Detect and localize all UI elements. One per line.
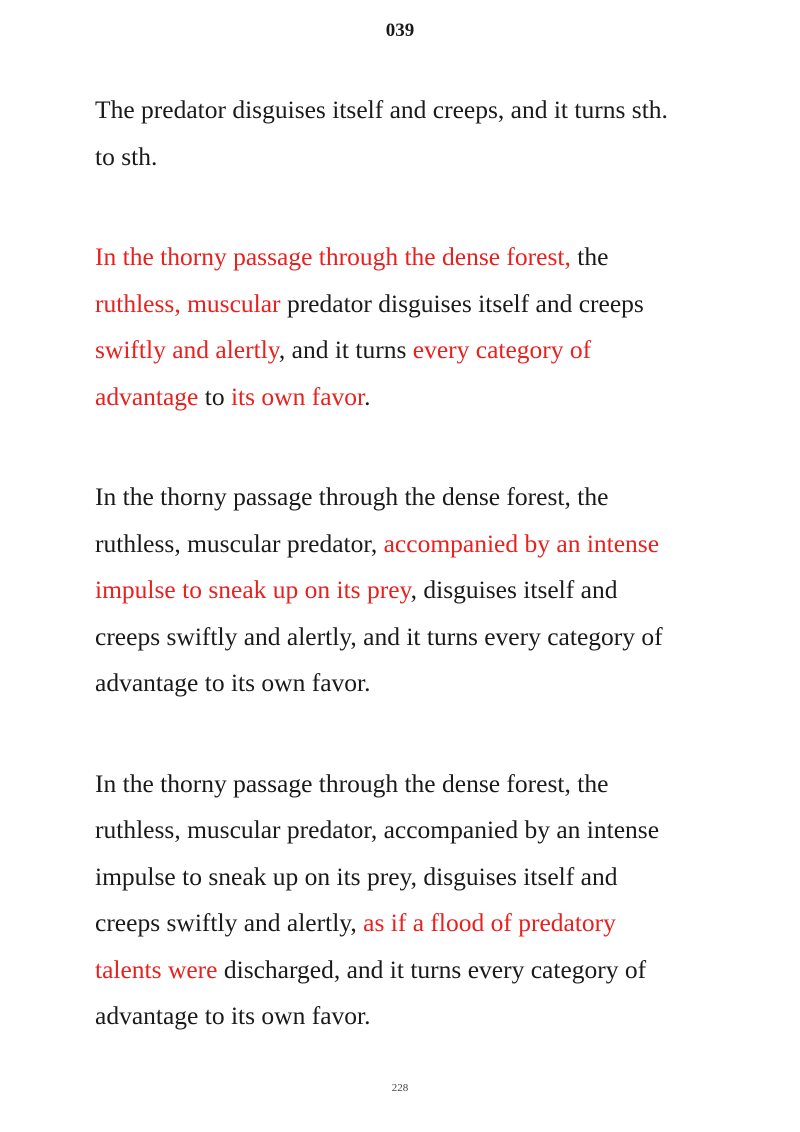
body-text: the <box>570 242 609 271</box>
body-text: , disguises itself and <box>410 575 618 604</box>
body-text: creeps swiftly and alertly, <box>95 908 364 937</box>
body-text: In the thorny passage through the dense forest, the <box>95 482 609 511</box>
highlighted-text: advantage <box>95 381 199 411</box>
text-line <box>95 660 705 707</box>
body-text: discharged, and it turns every category of <box>217 954 647 984</box>
body-text: advantage to its own favor. <box>95 668 371 697</box>
text-line <box>95 614 705 661</box>
text-line <box>95 807 705 854</box>
body-text: creeps swiftly and alertly, and it turns every category of <box>95 621 663 651</box>
highlighted-text: its own favor <box>230 381 365 411</box>
text-line <box>95 993 705 1040</box>
text-line <box>95 474 705 521</box>
paragraph <box>95 474 705 707</box>
highlighted-text: In the thorny passage through the dense forest, <box>95 242 571 271</box>
text-line <box>95 521 705 568</box>
text-line <box>95 854 705 901</box>
body-text: , and it turns <box>278 335 413 364</box>
highlighted-text: accompanied by an intense <box>383 528 660 558</box>
text-line <box>95 327 705 374</box>
page-header-number: 039 <box>385 20 415 41</box>
body-text: ruthless, muscular predator, <box>95 528 384 558</box>
highlighted-text: as if a flood of predatory <box>363 908 616 937</box>
body-text: to <box>198 381 231 411</box>
paragraph <box>95 87 705 180</box>
text-line <box>95 761 705 808</box>
highlighted-text: swiftly and alertly <box>95 335 279 364</box>
body-text: to sth. <box>95 141 158 171</box>
document-body <box>95 87 705 1094</box>
text-line <box>95 567 705 614</box>
highlighted-text: ruthless, muscular <box>95 288 281 318</box>
body-text: ruthless, muscular predator, accompanied by an intense <box>95 815 660 844</box>
text-line <box>95 234 705 281</box>
paragraph <box>95 761 705 1040</box>
highlighted-text: impulse to sneak up on its prey <box>95 575 411 604</box>
text-line <box>95 947 705 994</box>
body-text: The predator disguises itself and creeps, and it turns sth. <box>95 95 668 124</box>
body-text: predator disguises itself and creeps <box>280 288 644 318</box>
body-text: . <box>364 381 371 411</box>
body-text: impulse to sneak up on its prey, disguises itself and <box>95 861 618 891</box>
body-text: advantage to its own favor. <box>95 1001 371 1030</box>
body-text: In the thorny passage through the dense forest, the <box>95 768 609 798</box>
highlighted-text: every category of <box>412 335 592 364</box>
text-line <box>95 374 705 421</box>
page-number: 228 <box>391 1082 409 1094</box>
text-line <box>95 900 705 947</box>
highlighted-text: talents were <box>95 954 218 984</box>
text-line <box>95 134 705 181</box>
text-line <box>95 281 705 328</box>
paragraph <box>95 234 705 420</box>
text-line <box>95 87 705 134</box>
